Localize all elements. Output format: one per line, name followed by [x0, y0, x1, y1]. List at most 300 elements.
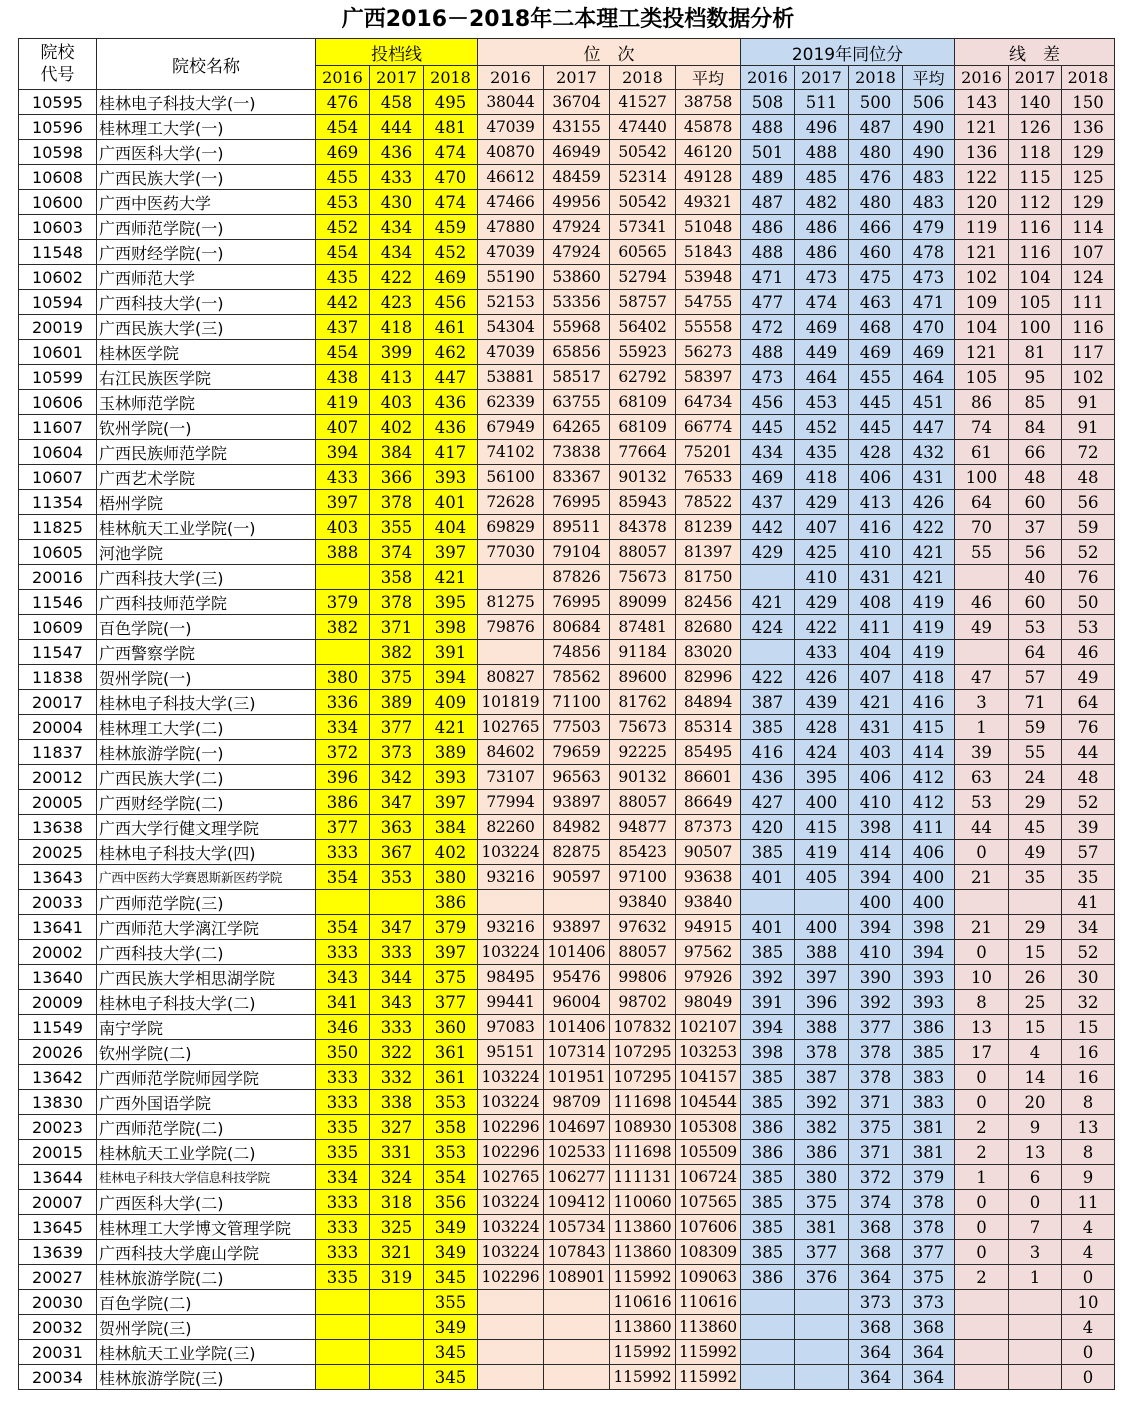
cell-code: 11549 — [19, 1015, 97, 1040]
cell-name: 广西师范学院(二) — [97, 1115, 316, 1140]
cell-tongwei-2018: 371 — [849, 1140, 903, 1165]
cell-code: 20007 — [19, 1190, 97, 1215]
cell-tongwei-avg: 431 — [903, 465, 955, 490]
table-row — [19, 740, 1115, 765]
cell-code: 13638 — [19, 815, 97, 840]
cell-xiancha-2016: 44 — [955, 815, 1009, 840]
header-xiancha-2017: 2017 — [1009, 66, 1062, 90]
cell-tongwei-2016: 489 — [741, 165, 795, 190]
cell-tongwei-2016: 456 — [741, 390, 795, 415]
table-row — [19, 690, 1115, 715]
cell-name: 广西科技大学(三) — [97, 565, 316, 590]
header-name: 院校名称 — [97, 39, 316, 90]
table-row — [19, 1240, 1115, 1265]
cell-toudang-2018: 409 — [424, 690, 478, 715]
cell-xiancha-2017: 116 — [1009, 215, 1062, 240]
cell-toudang-2016: 396 — [316, 765, 370, 790]
cell-weici-2016: 93216 — [478, 915, 544, 940]
cell-weici-2016: 98495 — [478, 965, 544, 990]
header-weici-2016: 2016 — [478, 66, 544, 90]
cell-weici-2016: 67949 — [478, 415, 544, 440]
cell-tongwei-avg: 393 — [903, 965, 955, 990]
cell-xiancha-2018: 39 — [1062, 815, 1115, 840]
cell-weici-2017 — [544, 1315, 610, 1340]
table-row — [19, 1340, 1115, 1365]
cell-weici-2018: 88057 — [610, 940, 676, 965]
cell-code: 10594 — [19, 290, 97, 315]
cell-name: 梧州学院 — [97, 490, 316, 515]
cell-name: 桂林航天工业学院(一) — [97, 515, 316, 540]
cell-xiancha-2018: 150 — [1062, 90, 1115, 115]
cell-xiancha-2018: 102 — [1062, 365, 1115, 390]
cell-weici-2017: 96563 — [544, 765, 610, 790]
cell-xiancha-2017: 48 — [1009, 465, 1062, 490]
cell-tongwei-2016: 392 — [741, 965, 795, 990]
cell-toudang-2016: 336 — [316, 690, 370, 715]
cell-name: 广西民族大学相思湖学院 — [97, 965, 316, 990]
cell-name: 桂林电子科技大学信息科技学院 — [97, 1165, 316, 1190]
cell-name: 广西师范大学漓江学院 — [97, 915, 316, 940]
cell-toudang-2017: 324 — [370, 1165, 424, 1190]
cell-weici-2018: 110616 — [610, 1290, 676, 1315]
cell-tongwei-avg: 451 — [903, 390, 955, 415]
cell-toudang-2017: 343 — [370, 990, 424, 1015]
cell-xiancha-2016: 70 — [955, 515, 1009, 540]
cell-name: 广西中医药大学赛恩斯新医药学院 — [97, 865, 316, 890]
cell-weici-avg: 85495 — [676, 740, 741, 765]
cell-weici-2016: 103224 — [478, 1240, 544, 1265]
cell-name: 广西医科大学(一) — [97, 140, 316, 165]
cell-weici-2016: 102296 — [478, 1115, 544, 1140]
cell-tongwei-2016: 473 — [741, 365, 795, 390]
cell-tongwei-avg: 421 — [903, 565, 955, 590]
cell-toudang-2016: 334 — [316, 1165, 370, 1190]
cell-tongwei-2016: 387 — [741, 690, 795, 715]
cell-weici-2018: 97632 — [610, 915, 676, 940]
cell-tongwei-2018: 373 — [849, 1290, 903, 1315]
cell-xiancha-2016: 61 — [955, 440, 1009, 465]
cell-name: 广西科技大学鹿山学院 — [97, 1240, 316, 1265]
cell-tongwei-2016: 416 — [741, 740, 795, 765]
cell-xiancha-2017: 3 — [1009, 1240, 1062, 1265]
cell-xiancha-2018: 32 — [1062, 990, 1115, 1015]
cell-weici-2017: 98709 — [544, 1090, 610, 1115]
cell-xiancha-2016: 105 — [955, 365, 1009, 390]
cell-tongwei-2017: 486 — [795, 240, 849, 265]
cell-tongwei-2016: 385 — [741, 715, 795, 740]
cell-toudang-2016: 433 — [316, 465, 370, 490]
cell-tongwei-2016: 394 — [741, 1015, 795, 1040]
cell-tongwei-2016: 385 — [741, 840, 795, 865]
cell-tongwei-2017: 392 — [795, 1090, 849, 1115]
cell-code: 20016 — [19, 565, 97, 590]
cell-tongwei-avg: 364 — [903, 1365, 955, 1390]
cell-tongwei-2018: 428 — [849, 440, 903, 465]
cell-toudang-2018: 349 — [424, 1215, 478, 1240]
cell-tongwei-2018: 406 — [849, 765, 903, 790]
cell-tongwei-2016: 386 — [741, 1115, 795, 1140]
cell-xiancha-2016: 122 — [955, 165, 1009, 190]
cell-toudang-2016: 341 — [316, 990, 370, 1015]
table-row — [19, 815, 1115, 840]
cell-toudang-2017: 342 — [370, 765, 424, 790]
cell-tongwei-2018: 368 — [849, 1315, 903, 1340]
table-row — [19, 1015, 1115, 1040]
cell-toudang-2017: 389 — [370, 690, 424, 715]
cell-toudang-2016: 333 — [316, 1090, 370, 1115]
cell-xiancha-2016: 143 — [955, 90, 1009, 115]
header-group-weici: 位 次 — [478, 39, 741, 66]
cell-tongwei-2016 — [741, 1365, 795, 1390]
cell-weici-2018: 110060 — [610, 1190, 676, 1215]
cell-weici-avg: 107606 — [676, 1215, 741, 1240]
cell-name: 广西中医药大学 — [97, 190, 316, 215]
cell-xiancha-2017: 56 — [1009, 540, 1062, 565]
cell-xiancha-2018: 56 — [1062, 490, 1115, 515]
cell-tongwei-avg: 412 — [903, 765, 955, 790]
cell-name: 百色学院(二) — [97, 1290, 316, 1315]
header-toudang-2017: 2017 — [370, 66, 424, 90]
cell-tongwei-avg: 473 — [903, 265, 955, 290]
cell-xiancha-2018: 16 — [1062, 1065, 1115, 1090]
cell-toudang-2016: 438 — [316, 365, 370, 390]
cell-tongwei-2017: 473 — [795, 265, 849, 290]
cell-tongwei-2018: 500 — [849, 90, 903, 115]
cell-tongwei-2016: 471 — [741, 265, 795, 290]
cell-toudang-2016: 435 — [316, 265, 370, 290]
cell-weici-avg: 103253 — [676, 1040, 741, 1065]
cell-toudang-2017: 436 — [370, 140, 424, 165]
cell-xiancha-2016 — [955, 1315, 1009, 1340]
cell-xiancha-2016: 102 — [955, 265, 1009, 290]
table-row — [19, 615, 1115, 640]
cell-tongwei-avg: 381 — [903, 1115, 955, 1140]
cell-tongwei-2017 — [795, 1340, 849, 1365]
cell-tongwei-2017 — [795, 890, 849, 915]
table-row — [19, 1215, 1115, 1240]
cell-weici-avg: 113860 — [676, 1315, 741, 1340]
cell-toudang-2017: 433 — [370, 165, 424, 190]
cell-code: 11607 — [19, 415, 97, 440]
cell-toudang-2017: 413 — [370, 365, 424, 390]
cell-weici-2016: 99441 — [478, 990, 544, 1015]
cell-xiancha-2016: 0 — [955, 840, 1009, 865]
cell-code: 10601 — [19, 340, 97, 365]
cell-xiancha-2016: 0 — [955, 1065, 1009, 1090]
cell-tongwei-avg: 379 — [903, 1165, 955, 1190]
cell-weici-avg: 54755 — [676, 290, 741, 315]
table-row — [19, 665, 1115, 690]
cell-tongwei-2018: 368 — [849, 1240, 903, 1265]
cell-toudang-2018: 361 — [424, 1040, 478, 1065]
cell-name: 桂林理工大学博文管理学院 — [97, 1215, 316, 1240]
cell-xiancha-2016: 121 — [955, 115, 1009, 140]
table-body — [19, 90, 1115, 1390]
cell-toudang-2017 — [370, 890, 424, 915]
cell-xiancha-2016: 55 — [955, 540, 1009, 565]
cell-weici-2018: 90132 — [610, 465, 676, 490]
cell-tongwei-avg: 419 — [903, 590, 955, 615]
cell-tongwei-avg: 378 — [903, 1190, 955, 1215]
cell-tongwei-2017: 474 — [795, 290, 849, 315]
cell-name: 百色学院(一) — [97, 615, 316, 640]
cell-code: 20019 — [19, 315, 97, 340]
cell-weici-2017: 47924 — [544, 240, 610, 265]
cell-xiancha-2018: 72 — [1062, 440, 1115, 465]
table-row — [19, 515, 1115, 540]
cell-toudang-2018: 459 — [424, 215, 478, 240]
cell-weici-2018: 113860 — [610, 1215, 676, 1240]
table-row — [19, 590, 1115, 615]
cell-toudang-2017: 378 — [370, 590, 424, 615]
cell-tongwei-2018: 408 — [849, 590, 903, 615]
cell-weici-avg: 51048 — [676, 215, 741, 240]
cell-tongwei-2018: 392 — [849, 990, 903, 1015]
cell-xiancha-2016: 53 — [955, 790, 1009, 815]
cell-toudang-2018: 474 — [424, 140, 478, 165]
cell-weici-2016: 93216 — [478, 865, 544, 890]
cell-tongwei-2016: 486 — [741, 215, 795, 240]
cell-weici-avg: 78522 — [676, 490, 741, 515]
cell-tongwei-2018: 475 — [849, 265, 903, 290]
cell-weici-2017: 80684 — [544, 615, 610, 640]
cell-weici-avg: 115992 — [676, 1340, 741, 1365]
cell-tongwei-2017: 397 — [795, 965, 849, 990]
cell-tongwei-avg: 419 — [903, 640, 955, 665]
cell-tongwei-2017: 482 — [795, 190, 849, 215]
cell-toudang-2016: 354 — [316, 865, 370, 890]
cell-tongwei-2018: 431 — [849, 565, 903, 590]
cell-tongwei-avg: 416 — [903, 690, 955, 715]
cell-code: 10602 — [19, 265, 97, 290]
cell-tongwei-avg: 383 — [903, 1090, 955, 1115]
cell-toudang-2018: 470 — [424, 165, 478, 190]
cell-xiancha-2017: 118 — [1009, 140, 1062, 165]
cell-tongwei-2017: 415 — [795, 815, 849, 840]
cell-toudang-2017: 332 — [370, 1065, 424, 1090]
cell-weici-2018: 97100 — [610, 865, 676, 890]
cell-weici-2017: 101406 — [544, 940, 610, 965]
table-row — [19, 1315, 1115, 1340]
cell-xiancha-2018: 125 — [1062, 165, 1115, 190]
table-row — [19, 865, 1115, 890]
cell-toudang-2017: 374 — [370, 540, 424, 565]
cell-xiancha-2016 — [955, 1290, 1009, 1315]
cell-weici-avg: 58397 — [676, 365, 741, 390]
cell-tongwei-2018: 378 — [849, 1040, 903, 1065]
cell-toudang-2017: 375 — [370, 665, 424, 690]
cell-weici-2018: 50542 — [610, 190, 676, 215]
cell-weici-2018: 90132 — [610, 765, 676, 790]
cell-weici-2016: 103224 — [478, 1065, 544, 1090]
cell-code: 20034 — [19, 1365, 97, 1390]
cell-tongwei-2017: 428 — [795, 715, 849, 740]
cell-xiancha-2017: 37 — [1009, 515, 1062, 540]
cell-xiancha-2017: 13 — [1009, 1140, 1062, 1165]
cell-tongwei-2018: 455 — [849, 365, 903, 390]
cell-name: 广西财经学院(一) — [97, 240, 316, 265]
cell-tongwei-2016: 436 — [741, 765, 795, 790]
cell-code: 10607 — [19, 465, 97, 490]
cell-code: 11548 — [19, 240, 97, 265]
cell-tongwei-avg: 419 — [903, 615, 955, 640]
cell-tongwei-avg: 490 — [903, 140, 955, 165]
cell-weici-2016: 84602 — [478, 740, 544, 765]
table-row — [19, 565, 1115, 590]
cell-weici-2016: 103224 — [478, 940, 544, 965]
cell-name: 钦州学院(二) — [97, 1040, 316, 1065]
cell-xiancha-2016: 1 — [955, 1165, 1009, 1190]
cell-weici-2016: 47880 — [478, 215, 544, 240]
cell-tongwei-2018: 487 — [849, 115, 903, 140]
cell-tongwei-avg: 411 — [903, 815, 955, 840]
cell-code: 13644 — [19, 1165, 97, 1190]
cell-xiancha-2017: 6 — [1009, 1165, 1062, 1190]
cell-tongwei-2017: 418 — [795, 465, 849, 490]
cell-tongwei-2016 — [741, 1315, 795, 1340]
cell-tongwei-2017: 453 — [795, 390, 849, 415]
cell-weici-2016 — [478, 1365, 544, 1390]
cell-xiancha-2018: 111 — [1062, 290, 1115, 315]
cell-weici-2018: 107295 — [610, 1065, 676, 1090]
cell-xiancha-2018: 4 — [1062, 1240, 1115, 1265]
cell-toudang-2016: 454 — [316, 115, 370, 140]
cell-toudang-2017: 382 — [370, 640, 424, 665]
table-header — [19, 39, 1115, 90]
cell-weici-2016: 77994 — [478, 790, 544, 815]
cell-weici-2017: 64265 — [544, 415, 610, 440]
cell-weici-avg: 85314 — [676, 715, 741, 740]
cell-weici-avg: 76533 — [676, 465, 741, 490]
table-row — [19, 190, 1115, 215]
cell-tongwei-2017: 381 — [795, 1215, 849, 1240]
cell-weici-2017: 76995 — [544, 590, 610, 615]
cell-xiancha-2018: 129 — [1062, 190, 1115, 215]
cell-weici-2017: 58517 — [544, 365, 610, 390]
cell-toudang-2017: 378 — [370, 490, 424, 515]
cell-weici-2016: 38044 — [478, 90, 544, 115]
cell-tongwei-2017: 378 — [795, 1040, 849, 1065]
cell-xiancha-2017 — [1009, 1365, 1062, 1390]
cell-code: 20017 — [19, 690, 97, 715]
cell-code: 13640 — [19, 965, 97, 990]
cell-code: 13641 — [19, 915, 97, 940]
cell-toudang-2016: 333 — [316, 1065, 370, 1090]
cell-tongwei-2016: 386 — [741, 1140, 795, 1165]
cell-xiancha-2018: 117 — [1062, 340, 1115, 365]
cell-toudang-2018: 495 — [424, 90, 478, 115]
cell-toudang-2016: 407 — [316, 415, 370, 440]
cell-toudang-2017: 355 — [370, 515, 424, 540]
cell-weici-avg: 81750 — [676, 565, 741, 590]
cell-weici-2017: 87826 — [544, 565, 610, 590]
cell-tongwei-2016: 437 — [741, 490, 795, 515]
cell-xiancha-2017 — [1009, 1290, 1062, 1315]
cell-xiancha-2017: 26 — [1009, 965, 1062, 990]
cell-weici-2017: 101951 — [544, 1065, 610, 1090]
cell-weici-2016: 81275 — [478, 590, 544, 615]
cell-toudang-2018: 397 — [424, 940, 478, 965]
cell-xiancha-2016: 3 — [955, 690, 1009, 715]
cell-weici-2018: 62792 — [610, 365, 676, 390]
cell-toudang-2017: 333 — [370, 1015, 424, 1040]
cell-toudang-2018: 384 — [424, 815, 478, 840]
cell-xiancha-2018: 59 — [1062, 515, 1115, 540]
table-row — [19, 790, 1115, 815]
table-row — [19, 265, 1115, 290]
cell-weici-2016: 103224 — [478, 1090, 544, 1115]
cell-weici-2016: 73107 — [478, 765, 544, 790]
cell-weici-avg: 83020 — [676, 640, 741, 665]
cell-toudang-2018: 397 — [424, 540, 478, 565]
cell-code: 20005 — [19, 790, 97, 815]
cell-weici-2018: 57341 — [610, 215, 676, 240]
cell-weici-2017: 76995 — [544, 490, 610, 515]
table-row — [19, 165, 1115, 190]
cell-toudang-2016: 454 — [316, 340, 370, 365]
cell-xiancha-2016: 136 — [955, 140, 1009, 165]
cell-toudang-2017: 338 — [370, 1090, 424, 1115]
cell-toudang-2018: 461 — [424, 315, 478, 340]
cell-tongwei-2016: 424 — [741, 615, 795, 640]
cell-tongwei-avg: 385 — [903, 1040, 955, 1065]
cell-xiancha-2018: 129 — [1062, 140, 1115, 165]
cell-weici-2018: 111698 — [610, 1090, 676, 1115]
cell-xiancha-2017: 25 — [1009, 990, 1062, 1015]
table-row — [19, 315, 1115, 340]
cell-toudang-2018: 353 — [424, 1090, 478, 1115]
data-table — [18, 38, 1115, 1390]
cell-toudang-2018: 349 — [424, 1315, 478, 1340]
cell-tongwei-2016: 469 — [741, 465, 795, 490]
cell-toudang-2017: 322 — [370, 1040, 424, 1065]
header-weici-avg: 平均 — [676, 66, 741, 90]
cell-weici-2016: 102765 — [478, 715, 544, 740]
cell-toudang-2017: 423 — [370, 290, 424, 315]
cell-tongwei-avg: 398 — [903, 915, 955, 940]
cell-toudang-2017 — [370, 1365, 424, 1390]
cell-code: 20031 — [19, 1340, 97, 1365]
cell-name: 广西大学行健文理学院 — [97, 815, 316, 840]
cell-weici-2018: 94877 — [610, 815, 676, 840]
cell-xiancha-2017: 84 — [1009, 415, 1062, 440]
cell-xiancha-2017: 116 — [1009, 240, 1062, 265]
cell-weici-2016 — [478, 1290, 544, 1315]
cell-tongwei-2017: 452 — [795, 415, 849, 440]
cell-xiancha-2017: 20 — [1009, 1090, 1062, 1115]
cell-tongwei-2017: 400 — [795, 915, 849, 940]
cell-weici-2018: 88057 — [610, 540, 676, 565]
cell-toudang-2018: 393 — [424, 465, 478, 490]
cell-toudang-2018: 377 — [424, 990, 478, 1015]
cell-xiancha-2017: 45 — [1009, 815, 1062, 840]
cell-toudang-2016 — [316, 1290, 370, 1315]
cell-weici-2016: 102296 — [478, 1265, 544, 1290]
cell-tongwei-2018: 468 — [849, 315, 903, 340]
cell-toudang-2018: 397 — [424, 790, 478, 815]
cell-xiancha-2018: 107 — [1062, 240, 1115, 265]
cell-tongwei-2016: 429 — [741, 540, 795, 565]
cell-xiancha-2016: 17 — [955, 1040, 1009, 1065]
cell-code: 20027 — [19, 1265, 97, 1290]
cell-toudang-2017: 418 — [370, 315, 424, 340]
cell-toudang-2018: 404 — [424, 515, 478, 540]
cell-toudang-2017: 434 — [370, 215, 424, 240]
cell-toudang-2018: 389 — [424, 740, 478, 765]
cell-tongwei-2017: 429 — [795, 490, 849, 515]
cell-weici-2016: 69829 — [478, 515, 544, 540]
cell-weici-2017: 105734 — [544, 1215, 610, 1240]
